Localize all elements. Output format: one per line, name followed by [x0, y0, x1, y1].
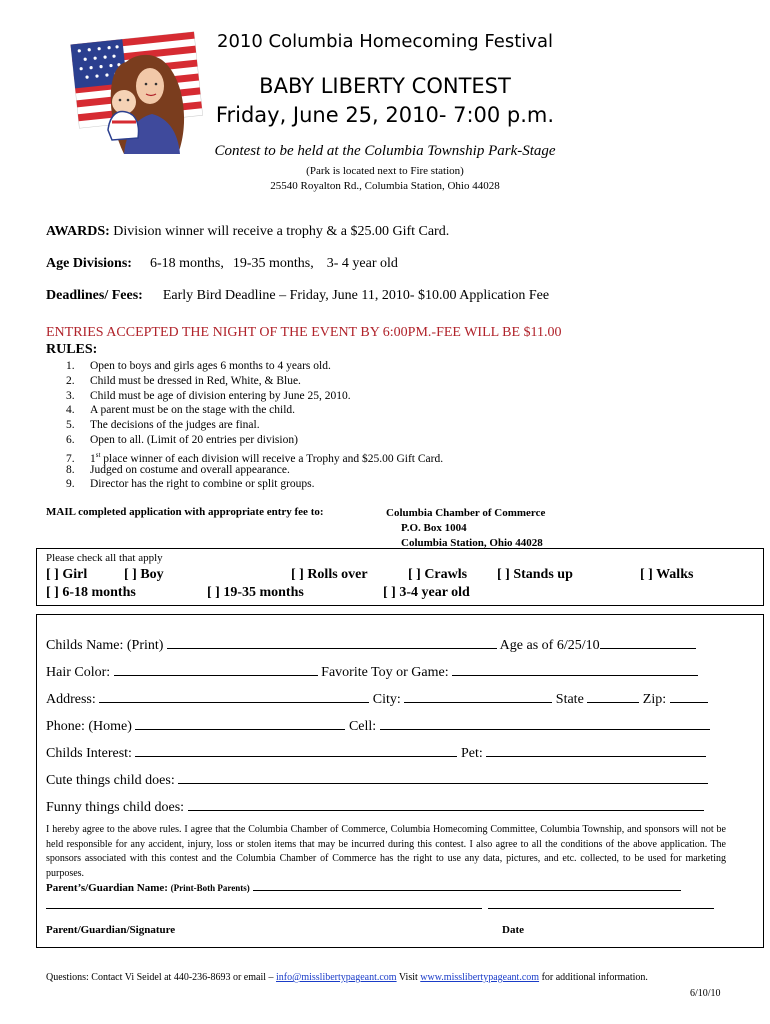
deadlines-text: Early Bird Deadline – Friday, June 11, 2010- $10.00 Application Fee: [162, 288, 550, 303]
childs-name-label: Childs Name: (Print): [46, 638, 164, 653]
mail-address-line: Columbia Station, Ohio 44028: [401, 537, 543, 549]
venue-address: 25540 Royalton Rd., Columbia Station, Ohio 44028: [270, 180, 500, 192]
funny-things-row: [46, 798, 704, 816]
rule-text: Director has the right to combine or split groups.: [90, 478, 315, 491]
age-19-35-checkbox[interactable]: [ ] 19-35 months: [207, 585, 304, 600]
rule-text: Open to all. (Limit of 20 entries per division): [90, 433, 298, 446]
rule-text: A parent must be on the stage with the child.: [90, 404, 296, 417]
home-phone-label: Phone: (Home): [46, 719, 132, 734]
age-as-of-label: Age as of 6/25/10: [499, 638, 600, 653]
stands-up-checkbox[interactable]: [ ] Stands up: [497, 567, 573, 582]
rule-number: 4.: [66, 404, 75, 417]
rule-ordinal-suffix: st: [95, 450, 101, 459]
parents-name-note: (Print-Both Parents): [170, 883, 250, 893]
baby-liberty-logo: [66, 22, 208, 164]
age-field[interactable]: [600, 636, 696, 649]
deadlines-label: Deadlines/ Fees:: [46, 288, 143, 303]
hair-color-field[interactable]: [114, 663, 318, 676]
home-phone-field[interactable]: [135, 717, 345, 730]
mail-address-line: Columbia Chamber of Commerce: [386, 507, 546, 519]
rule-item: [66, 403, 443, 418]
funny-things-label: Funny things child does:: [46, 800, 185, 815]
city-label: City:: [372, 692, 401, 707]
date-label: Date: [502, 924, 524, 936]
awards-row: [46, 224, 449, 240]
age-divisions-label: Age Divisions:: [46, 256, 132, 271]
girl-checkbox[interactable]: [ ] Girl: [46, 567, 88, 582]
rule-number: 3.: [66, 389, 75, 402]
website-link[interactable]: www.misslibertypageant.com: [420, 972, 540, 983]
childs-interest-field[interactable]: [135, 744, 457, 757]
childs-name-row: [46, 636, 696, 654]
age-divisions-row: [46, 256, 398, 272]
parents-name-field[interactable]: [253, 880, 681, 891]
mail-instructions: MAIL completed application with appropriate entry fee to:: [46, 506, 324, 518]
mail-address-line: P.O. Box 1004: [401, 522, 467, 534]
rule-number: 7.: [66, 452, 75, 465]
address-label: Address:: [46, 692, 96, 707]
phone-row: [46, 717, 710, 735]
cute-things-field[interactable]: [178, 771, 708, 784]
favorite-toy-label: Favorite Toy or Game:: [321, 665, 449, 680]
rule-ordinal: 1: [90, 452, 96, 465]
walks-checkbox[interactable]: [ ] Walks: [640, 567, 694, 582]
cute-things-label: Cute things child does:: [46, 773, 175, 788]
park-note: (Park is located next to Fire station): [306, 165, 464, 177]
age-3-4-checkbox[interactable]: [ ] 3-4 year old: [383, 585, 470, 600]
rule-number: 9.: [66, 478, 75, 491]
rule-number: 2.: [66, 374, 75, 387]
rule-number: 1.: [66, 360, 75, 372]
age-division-3: 3- 4 year old: [326, 256, 398, 271]
age-division-1: 6-18 months,: [149, 256, 224, 271]
zip-label: Zip:: [642, 692, 667, 707]
city-field[interactable]: [404, 690, 552, 703]
festival-title: 2010 Columbia Homecoming Festival: [217, 31, 553, 52]
cell-field[interactable]: [380, 717, 710, 730]
rule-item: [66, 389, 443, 404]
pet-label: Pet:: [460, 746, 483, 761]
favorite-toy-field[interactable]: [452, 663, 698, 676]
date-field[interactable]: [488, 907, 714, 909]
childs-name-field[interactable]: [167, 636, 497, 649]
checkbox-instructions: Please check all that apply: [46, 552, 163, 564]
address-field[interactable]: [99, 690, 369, 703]
rule-text: Child must be dressed in Red, White, & Blue.: [90, 374, 301, 387]
mail-address: [386, 506, 545, 551]
footer-visit: Visit: [398, 972, 418, 983]
boy-checkbox[interactable]: [ ] Boy: [124, 567, 164, 582]
parents-name-label: Parent’s/Guardian Name:: [46, 882, 168, 894]
crawls-checkbox[interactable]: [ ] Crawls: [408, 567, 468, 582]
interest-row: [46, 744, 706, 762]
rule-item: [66, 374, 443, 389]
rule-text: Child must be age of division entering by June 25, 2010.: [90, 389, 351, 402]
awards-text: Division winner will receive a trophy & a $25.00 Gift Card.: [113, 224, 450, 239]
rules-heading: RULES:: [46, 342, 98, 357]
childs-interest-label: Childs Interest:: [46, 746, 132, 761]
rule-item: [66, 359, 443, 374]
entries-notice: ENTRIES ACCEPTED THE NIGHT OF THE EVENT BY 6:00PM.-FEE WILL BE $11.00: [46, 325, 562, 340]
awards-label: AWARDS:: [46, 224, 110, 239]
rule-item: [66, 433, 443, 448]
rolls-over-checkbox[interactable]: [ ] Rolls over: [291, 567, 368, 582]
agreement-text: I hereby agree to the above rules. I agree that the Columbia Chamber of Commerce, Columbia Homecoming Committee, Columbia Township, and sponsors will not be held responsible for any accident, injury, loss or stolen items that may be incurred during this contest. I also agree to all the conditions of the above application. The sponsors associated with this contest and the Columbia Chamber of Commerce has the right to use any data, pictures, and etc. collected, to be used for marketing purposes.: [46, 824, 726, 879]
footer-questions: Questions: Contact Vi Seidel at 440-236-8693 or email –: [46, 972, 274, 983]
rule-text: Judged on costume and overall appearance.: [90, 463, 290, 476]
state-field[interactable]: [587, 690, 639, 703]
venue-line: Contest to be held at the Columbia Township Park-Stage: [214, 143, 556, 159]
footer-closing: for additional information.: [541, 972, 648, 983]
funny-things-field[interactable]: [188, 798, 704, 811]
email-link[interactable]: info@misslibertypageant.com: [276, 972, 397, 983]
rule-item: [66, 448, 443, 463]
rule-item: [66, 418, 443, 433]
footer-contact: [46, 972, 648, 983]
revision-date: 6/10/10: [690, 988, 721, 999]
parents-name-row: [46, 880, 681, 894]
age-division-2: 19-35 months,: [232, 256, 314, 271]
age-6-18-checkbox[interactable]: [ ] 6-18 months: [46, 585, 136, 600]
cute-things-row: [46, 771, 708, 789]
address-row: [46, 690, 708, 708]
deadlines-row: [46, 288, 549, 304]
signature-field[interactable]: [46, 907, 482, 909]
contest-title: BABY LIBERTY CONTEST: [259, 74, 511, 98]
rule-number: 8.: [66, 463, 75, 476]
rule-number: 6.: [66, 433, 75, 446]
rule-item: [66, 477, 443, 492]
pet-field[interactable]: [486, 744, 706, 757]
rule-text: place winner of each division will receive a Trophy and $25.00 Gift Card.: [100, 452, 444, 465]
rule-number: 5.: [66, 419, 75, 432]
hair-color-label: Hair Color:: [46, 665, 111, 680]
hair-color-row: [46, 663, 698, 681]
rule-text: The decisions of the judges are final.: [90, 419, 260, 432]
contest-date: Friday, June 25, 2010- 7:00 p.m.: [215, 103, 555, 127]
cell-label: Cell:: [348, 719, 377, 734]
zip-field[interactable]: [670, 690, 708, 703]
rules-list: [66, 359, 443, 492]
signature-label: Parent/Guardian/Signature: [46, 924, 176, 936]
rule-text: Open to boys and girls ages 6 months to 4 years old.: [90, 360, 331, 372]
state-label: State: [555, 692, 584, 707]
